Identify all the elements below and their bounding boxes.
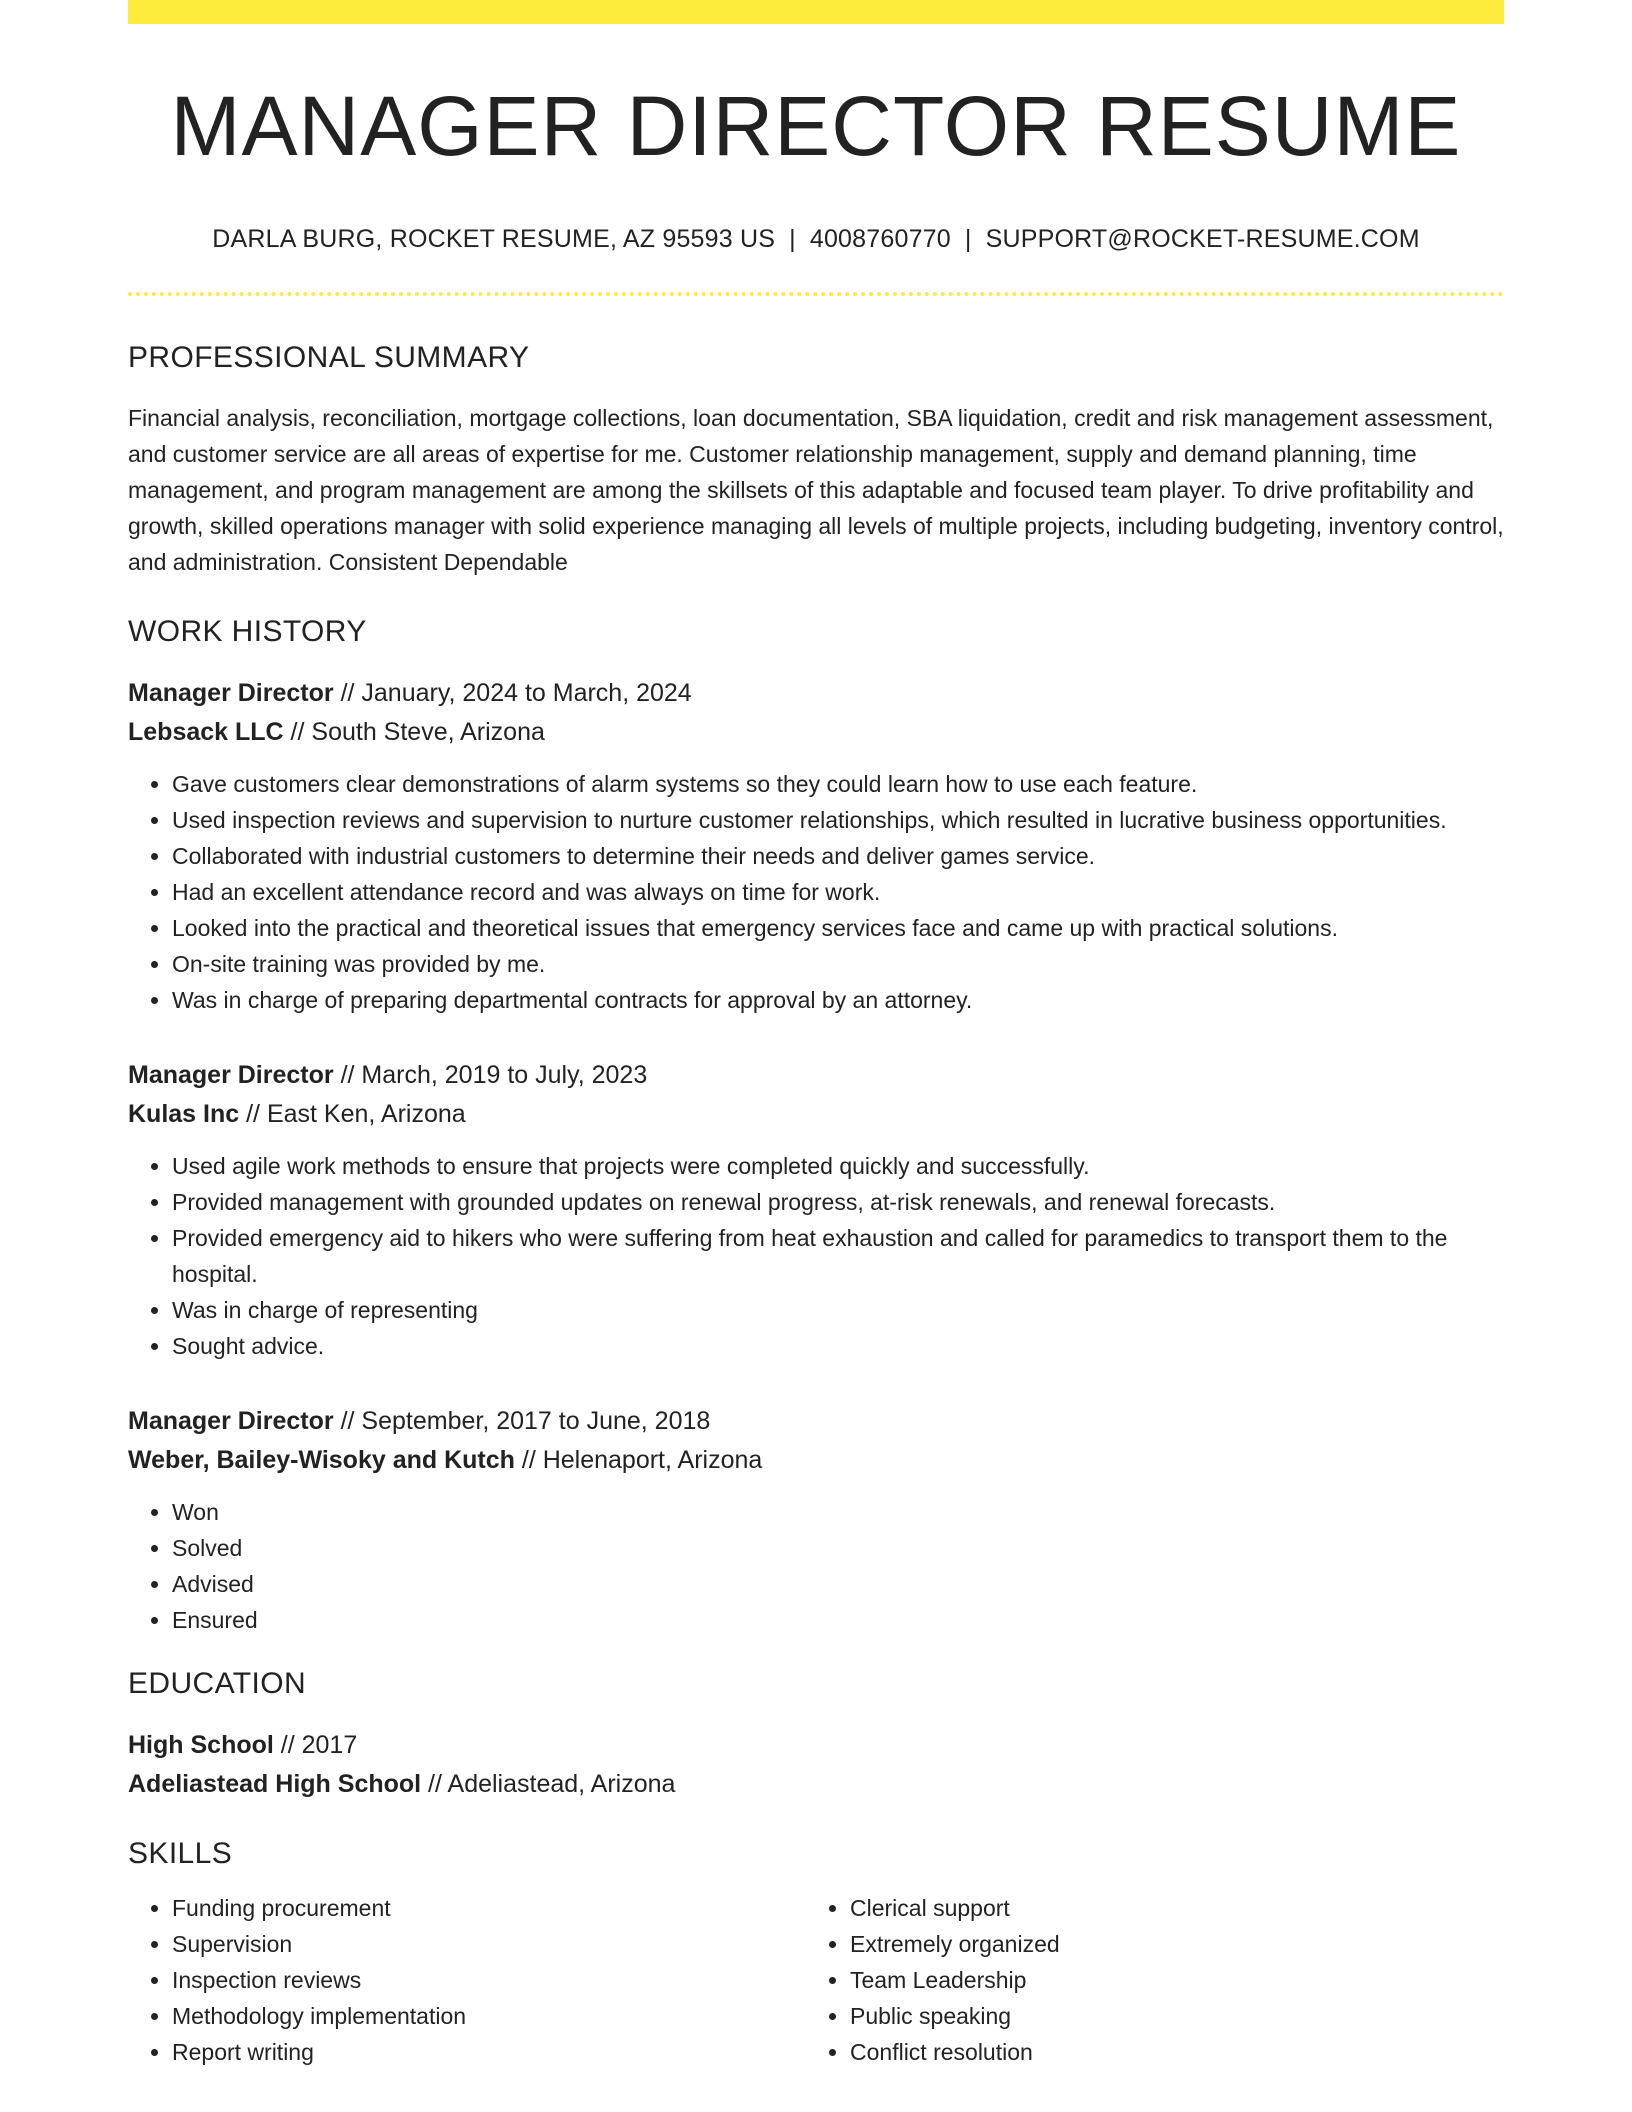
education-heading: EDUCATION bbox=[128, 1667, 307, 1701]
job-bullet: • Collaborated with industrial customers to determine their needs and deliver games service. bbox=[172, 838, 1504, 874]
skills-heading: SKILLS bbox=[128, 1837, 233, 1871]
job-bullet: • Sought advice. bbox=[172, 1328, 1504, 1364]
job-company: Kulas Inc bbox=[128, 1100, 240, 1129]
resume-title: MANAGER DIRECTOR RESUME bbox=[170, 79, 1462, 173]
education-school-line bbox=[128, 1765, 1504, 1804]
job-title: Manager Director bbox=[128, 1407, 334, 1436]
job-bullet: • Provided management with grounded updates on renewal progress, at-risk renewals, and renewal forecasts. bbox=[172, 1184, 1504, 1220]
job-bullet: • Advised bbox=[172, 1566, 1504, 1602]
education-year: // 2017 bbox=[273, 1731, 358, 1760]
skill-item: • Methodology implementation bbox=[172, 1998, 806, 2034]
job-dates: // March, 2019 to July, 2023 bbox=[333, 1061, 648, 1090]
skill-item: • Funding procurement bbox=[172, 1890, 806, 1926]
job-bullets bbox=[128, 1494, 1504, 1638]
skill-item: • Clerical support bbox=[850, 1890, 1484, 1926]
contact-email: SUPPORT@ROCKET-RESUME.COM bbox=[985, 225, 1420, 254]
skill-item: • Public speaking bbox=[850, 1998, 1484, 2034]
contact-line bbox=[128, 224, 1504, 254]
contact-separator: | bbox=[789, 225, 796, 254]
skills-column-left bbox=[128, 1890, 806, 2070]
skills-column-right bbox=[806, 1890, 1484, 2070]
job-company: Weber, Bailey-Wisoky and Kutch bbox=[128, 1446, 515, 1475]
job-company-line bbox=[128, 1441, 1504, 1480]
job-location: // East Ken, Arizona bbox=[239, 1100, 466, 1129]
skill-item: • Report writing bbox=[172, 2034, 806, 2070]
resume-page bbox=[128, 0, 1504, 2070]
job-bullet: • Was in charge of representing bbox=[172, 1292, 1504, 1328]
summary-text: Financial analysis, reconciliation, mortgage collections, loan documentation, SBA liquidation, credit and risk management assessment, and customer service are all areas of expertise for me. Customer relationship management, supply and demand planning, time management, and program management are among the skillsets of this adaptable and focused team player. To drive profitability and growth, skilled operations manager with solid experience managing all levels of multiple projects, including budgeting, inventory control, and administration. Consistent Dependable bbox=[128, 405, 1504, 576]
contact-address: DARLA BURG, ROCKET RESUME, AZ 95593 US bbox=[212, 225, 776, 254]
skill-item: • Team Leadership bbox=[850, 1962, 1484, 1998]
contact-phone: 4008760770 bbox=[809, 225, 951, 254]
job-location: // Helenaport, Arizona bbox=[514, 1446, 763, 1475]
skill-item: • Inspection reviews bbox=[172, 1962, 806, 1998]
job-bullet: • Had an excellent attendance record and was always on time for work. bbox=[172, 874, 1504, 910]
job-dates: // September, 2017 to June, 2018 bbox=[333, 1407, 711, 1436]
job-title-line bbox=[128, 674, 1504, 713]
job-dates: // January, 2024 to March, 2024 bbox=[333, 679, 692, 708]
summary-heading: PROFESSIONAL SUMMARY bbox=[128, 341, 530, 375]
job-bullet: • Ensured bbox=[172, 1602, 1504, 1638]
job-title: Manager Director bbox=[128, 679, 334, 708]
job-bullets bbox=[128, 766, 1504, 1018]
job-bullet: • Won bbox=[172, 1494, 1504, 1530]
work-history-heading: WORK HISTORY bbox=[128, 615, 367, 649]
job-title-line bbox=[128, 1056, 1504, 1095]
job-company-line bbox=[128, 713, 1504, 752]
education-location: // Adeliastead, Arizona bbox=[421, 1770, 676, 1799]
skills-grid bbox=[128, 1890, 1504, 2070]
contact-separator: | bbox=[964, 225, 972, 254]
job-location: // South Steve, Arizona bbox=[283, 718, 545, 747]
job-bullet: • Was in charge of preparing departmental contracts for approval by an attorney. bbox=[172, 982, 1504, 1018]
education-entry bbox=[128, 1726, 1504, 1804]
job-company: Lebsack LLC bbox=[128, 718, 284, 747]
job-bullet: • Used agile work methods to ensure that projects were completed quickly and successfully. bbox=[172, 1148, 1504, 1184]
job-bullet: • Solved bbox=[172, 1530, 1504, 1566]
job-entry bbox=[128, 674, 1504, 1018]
education-degree: High School bbox=[128, 1731, 274, 1760]
skill-item: • Conflict resolution bbox=[850, 2034, 1484, 2070]
job-bullets bbox=[128, 1148, 1504, 1364]
skill-item: • Extremely organized bbox=[850, 1926, 1484, 1962]
accent-top-bar bbox=[128, 0, 1504, 24]
education-degree-line bbox=[128, 1726, 1504, 1765]
dotted-divider bbox=[128, 292, 1504, 296]
job-bullet: • On-site training was provided by me. bbox=[172, 946, 1504, 982]
job-title: Manager Director bbox=[128, 1061, 334, 1090]
job-entry bbox=[128, 1056, 1504, 1364]
job-bullet: • Used inspection reviews and supervision to nurture customer relationships, which resulted in lucrative business opportunities. bbox=[172, 802, 1504, 838]
job-company-line bbox=[128, 1095, 1504, 1134]
job-bullet: • Provided emergency aid to hikers who were suffering from heat exhaustion and called for paramedics to transport them to the hospital. bbox=[172, 1220, 1504, 1292]
job-bullet: • Looked into the practical and theoretical issues that emergency services face and came up with practical solutions. bbox=[172, 910, 1504, 946]
job-bullet: • Gave customers clear demonstrations of alarm systems so they could learn how to use each feature. bbox=[172, 766, 1504, 802]
education-school: Adeliastead High School bbox=[128, 1770, 422, 1799]
skill-item: • Supervision bbox=[172, 1926, 806, 1962]
job-title-line bbox=[128, 1402, 1504, 1441]
job-entry bbox=[128, 1402, 1504, 1638]
